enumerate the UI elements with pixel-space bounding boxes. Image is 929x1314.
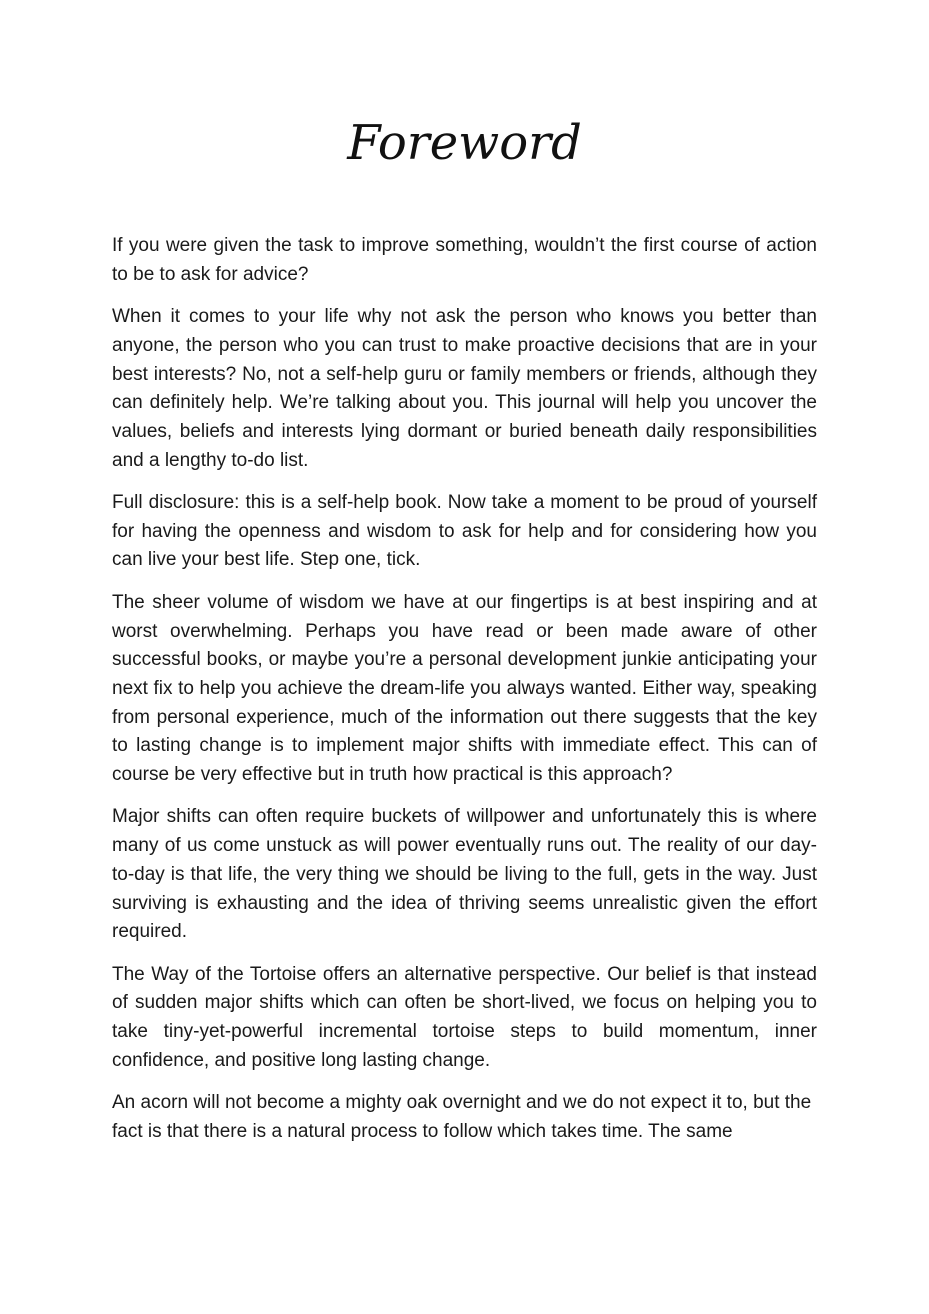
body-text	[112, 232, 817, 1160]
paragraph-5: Major shifts can often require buckets of willpower and unfortunately this is where many of us come unstuck as will power eventually runs out. The reality of our day-to-day is that life, the very thing we should be living to the full, gets in the way. Just surviving is exhausting and the idea of thriving seems unrealistic given the effort required.	[112, 806, 817, 943]
paragraph-1: If you were given the task to improve something, wouldn’t the first course of action to be to ask for advice?	[112, 235, 817, 285]
paragraph-2: When it comes to your life why not ask the person who knows you better than anyone, the person who you can trust to make proactive decisions that are in your best interests? No, not a self-help guru or family members or friends, although they can definitely help. We’re talking about you. This journal will help you uncover the values, beliefs and interests lying dormant or buried beneath daily responsibilities and a lengthy to-do list.	[112, 306, 817, 471]
paragraph-4: The sheer volume of wisdom we have at our fingertips is at best inspiring and at worst overwhelming. Perhaps you have read or been made aware of other successful books, or maybe you’re a personal development junkie anticipating your next fix to help you achieve the dream-life you always wanted. Either way, speaking from personal experience, much of the information out there suggests that the key to lasting change is to implement major shifts with immediate effect. This can of course be very effective but in truth how practical is this approach?	[112, 591, 817, 786]
page-title: Foreword	[347, 115, 582, 171]
paragraph-7: An acorn will not become a mighty oak overnight and we do not expect it to, but the fact is that there is a natural process to follow which takes time. The same	[112, 1092, 812, 1142]
paragraph-3: Full disclosure: this is a self-help book. Now take a moment to be proud of yourself for having the openness and wisdom to ask for help and for considering how you can live your best life. Step one, tick.	[112, 492, 817, 571]
paragraph-6: The Way of the Tortoise offers an alternative perspective. Our belief is that instead of sudden major shifts which can often be short-lived, we focus on helping you to take tiny-yet-powerful incremental tortoise steps to build momentum, inner confidence, and positive long lasting change.	[112, 963, 817, 1071]
